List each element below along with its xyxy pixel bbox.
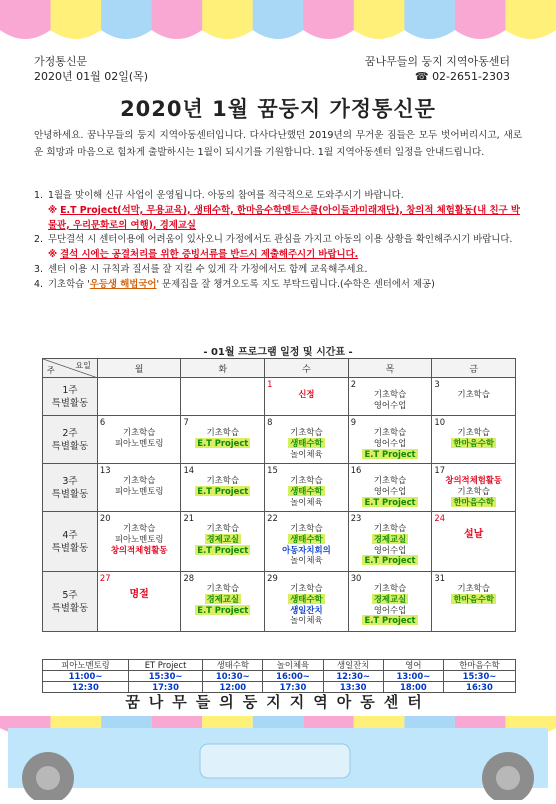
day-cell <box>181 512 265 572</box>
activity: 기초학습 <box>373 583 407 593</box>
activity: E.T Project <box>364 496 416 507</box>
note-text: E.T Project(석막, 무용교육), 생태수학, 한마음수학멘토스쿨(아이들과미래재단), 창의적 체험활동(내 친구 박물관, 우리문화로의 여행), 경제교실 <box>48 204 520 231</box>
program-name: 놀이체육 <box>263 660 323 671</box>
date-number: 10 <box>434 417 446 427</box>
date-number: 31 <box>434 573 446 583</box>
activity: 기초학습 <box>122 427 156 437</box>
timetable-names-row <box>43 660 516 671</box>
program-end-time: 17:30 <box>263 682 323 693</box>
week-row <box>43 572 516 632</box>
week-subtitle: 특별활동 <box>51 542 89 554</box>
awning-scallop <box>253 30 304 39</box>
activity: 한마음수학 <box>453 496 494 507</box>
activity: 기초학습 <box>457 389 490 399</box>
day-header: 화 <box>181 359 265 378</box>
activity: E.T Project <box>197 604 249 615</box>
week-label <box>43 572 98 632</box>
activity: 생일잔치 <box>290 604 323 615</box>
awning-scallop <box>152 30 203 39</box>
program-end-time: 17:30 <box>129 682 203 693</box>
day-cell <box>97 512 181 572</box>
activity: 아동자치회의 <box>282 544 331 555</box>
day-cell <box>97 378 181 416</box>
notice-text-part: 기초학습 ' <box>48 278 90 290</box>
activity: 기초학습 <box>206 427 239 437</box>
footer-center-name: 꿈나무들의둥지지역아동센터 <box>125 693 431 711</box>
activity: 기초학습 <box>122 475 156 485</box>
day-cell <box>348 464 432 512</box>
date-number: 1 <box>267 379 273 389</box>
activity: 기초학습 <box>122 523 156 533</box>
day-cell <box>181 378 265 416</box>
date-number: 8 <box>267 417 273 427</box>
week-number: 1주 <box>62 384 78 396</box>
activity: 놀이체육 <box>290 448 323 459</box>
activity: 피아노멘토링 <box>114 437 164 448</box>
activity: 한마음수학 <box>453 593 494 604</box>
week-label <box>43 464 98 512</box>
phone-line <box>365 69 510 84</box>
date-number: 2 <box>350 379 357 389</box>
program-name: 피아노멘토링 <box>43 660 129 671</box>
note-text: 결석 시에는 공결처리를 위한 증빙서류를 반드시 제출해주시기 바랍니다. <box>60 249 359 261</box>
awning-decoration <box>0 0 556 44</box>
awning-stripe <box>0 0 51 30</box>
week-subtitle: 특별활동 <box>51 602 89 614</box>
activity: 놀이체육 <box>290 615 323 626</box>
activity: 창의적체험활동 <box>110 544 168 555</box>
program-start-time: 13:00~ <box>383 671 443 682</box>
program-name: 생일잔치 <box>323 660 383 671</box>
date-number: 6 <box>99 417 106 427</box>
date-number: 14 <box>183 465 195 475</box>
week-label <box>43 512 98 572</box>
awning-stripe <box>303 0 354 30</box>
day-cell <box>97 416 181 464</box>
activity: 영어수업 <box>373 437 407 448</box>
notice-list <box>34 189 522 293</box>
activity: 경제교실 <box>373 533 407 544</box>
awning-scallop <box>505 30 556 39</box>
day-cell <box>432 572 516 632</box>
activity: 생태수학 <box>290 437 323 448</box>
program-name: 영어 <box>383 660 443 671</box>
date-number: 3 <box>434 379 440 389</box>
day-cell <box>432 512 516 572</box>
date-number: 28 <box>183 573 195 583</box>
notice-number: 2. <box>34 234 43 246</box>
activity: 기초학습 <box>290 583 323 593</box>
awning-scallop <box>202 30 253 39</box>
week-row <box>43 464 516 512</box>
activity: E.T Project <box>364 615 416 626</box>
week-row <box>43 378 516 416</box>
day-cell <box>348 378 432 416</box>
awning-stripe <box>152 0 203 30</box>
notice-item <box>34 189 522 204</box>
day-cell <box>181 464 265 512</box>
awning-stripe <box>455 0 506 30</box>
activity: E.T Project <box>197 544 249 555</box>
day-cell <box>97 572 181 632</box>
day-cell <box>265 416 349 464</box>
activity: 명절 <box>129 589 149 600</box>
program-end-time: 12:30 <box>43 682 129 693</box>
phone-icon: ☎ <box>414 70 429 83</box>
activity: 기초학습 <box>373 523 407 533</box>
program-end-time: 18:00 <box>383 682 443 693</box>
activity: 신정 <box>298 389 315 399</box>
date-number: 24 <box>434 513 446 523</box>
activity: 영어수업 <box>373 399 407 410</box>
truck-wheel-hub <box>496 766 520 790</box>
day-cell <box>432 416 516 464</box>
week-subtitle: 특별활동 <box>51 488 89 500</box>
program-start-time: 15:30~ <box>443 671 515 682</box>
day-cell <box>348 416 432 464</box>
activity: E.T Project <box>364 448 416 459</box>
day-cell <box>265 512 349 572</box>
awning-stripe <box>354 0 405 30</box>
activity: 영어수업 <box>373 485 407 496</box>
note-mark: ※ <box>48 249 58 261</box>
day-cell <box>348 572 432 632</box>
activity: 기초학습 <box>373 427 407 437</box>
activity: 기초학습 <box>206 523 239 533</box>
timetable-start-row <box>43 671 516 682</box>
awning-scallop <box>455 30 506 39</box>
schedule-title: - 01월 프로그램 일정 및 시간표 - <box>203 347 353 358</box>
notice-text-part: ' 문제집을 잘 챙겨오도록 지도 부탁드립니다.(수학은 센터에서 제공) <box>156 278 435 290</box>
date-number: 27 <box>99 573 111 583</box>
week-label <box>43 378 98 416</box>
corner-cell <box>43 359 98 378</box>
header-left <box>34 54 148 84</box>
day-cell <box>265 572 349 632</box>
date-number: 22 <box>267 513 278 523</box>
week-row <box>43 416 516 464</box>
activity: 설날 <box>464 529 484 540</box>
week-subtitle: 특별활동 <box>51 397 89 409</box>
activity: 피아노멘토링 <box>114 485 164 496</box>
date-number: 7 <box>183 417 189 427</box>
activity: 놀이체육 <box>290 555 323 566</box>
header-right <box>365 54 510 84</box>
program-end-time: 13:30 <box>323 682 383 693</box>
activity: 창의적체험활동 <box>445 475 502 485</box>
awning-scallop <box>101 30 152 39</box>
issue-date: 2020년 01월 02일(목) <box>34 70 149 83</box>
awning-scallop <box>51 30 102 39</box>
activity: 경제교실 <box>206 533 239 544</box>
date-number: 16 <box>350 465 362 475</box>
program-name: 생태수학 <box>203 660 263 671</box>
notice-item <box>34 278 522 293</box>
program-timetable <box>42 659 516 693</box>
notice-item <box>34 233 522 248</box>
page-title: 2020년 1월 꿈둥지 가정통신문 <box>120 97 436 121</box>
program-start-time: 10:30~ <box>203 671 263 682</box>
activity: 기초학습 <box>373 389 407 399</box>
activity: 생태수학 <box>290 485 323 496</box>
awning-scallop <box>404 30 455 39</box>
intro-paragraph: 안녕하세요. 꿈나무들의 둥지 지역아동센터입니다. 다사다난했던 2019년의 무거운 짐들은 모두 벗어버리시고, 새로운 희망과 마음으로 힘차게 출발하시는 1월이 되시기를 기원합니다. 1월 지역아동센터 일정을 안내드립니다. <box>34 130 522 158</box>
day-header: 월 <box>97 359 181 378</box>
truck-decoration <box>0 716 556 800</box>
center-name: 꿈나무들의 둥지 지역아동센터 <box>364 55 510 68</box>
activity: 영어수업 <box>373 544 407 555</box>
awning-stripe <box>404 0 455 30</box>
activity: 생태수학 <box>290 593 323 604</box>
notice-text <box>48 278 522 293</box>
week-subtitle: 특별활동 <box>51 440 89 452</box>
activity: 기초학습 <box>290 475 323 485</box>
activity: E.T Project <box>197 485 249 496</box>
truck-window <box>200 744 350 778</box>
date-number: 17 <box>434 465 446 475</box>
activity: 영어수업 <box>373 604 407 615</box>
date-number: 9 <box>350 417 357 427</box>
program-start-time: 11:00~ <box>43 671 129 682</box>
day-cell <box>432 464 516 512</box>
date-number: 15 <box>267 465 278 475</box>
activity: 기초학습 <box>206 475 239 485</box>
day-cell <box>181 572 265 632</box>
notice-number: 4. <box>34 278 43 290</box>
newsletter-label: 가정통신문 <box>34 55 88 68</box>
day-cell <box>265 464 349 512</box>
awning-stripe <box>202 0 253 30</box>
activity: 기초학습 <box>457 427 490 437</box>
awning-scallop <box>303 30 354 39</box>
activity: 기초학습 <box>290 427 323 437</box>
corner-week-label: 주 <box>47 366 55 375</box>
notice-number: 1. <box>34 190 43 201</box>
corner-day-label: 요일 <box>75 361 91 370</box>
notice-note <box>34 204 522 234</box>
note-mark: ※ <box>48 204 58 216</box>
date-number: 23 <box>350 513 362 523</box>
activity: 기초학습 <box>373 475 407 485</box>
textbook-name: 우등생 해법국어 <box>89 278 157 290</box>
day-header: 금 <box>432 359 516 378</box>
truck-wheel-hub <box>36 766 60 790</box>
notice-text: 센터 이용 시 규칙과 질서를 잘 지킬 수 있게 각 가정에서도 함께 교육해주세요. <box>48 263 368 275</box>
program-name: ET Project <box>129 660 203 671</box>
schedule-calendar <box>42 358 516 632</box>
week-label <box>43 416 98 464</box>
date-number: 20 <box>99 513 111 523</box>
activity: 기초학습 <box>206 583 239 593</box>
day-cell <box>265 378 349 416</box>
activity: E.T Project <box>364 555 416 566</box>
day-cell <box>181 416 265 464</box>
week-number: 2주 <box>62 427 78 439</box>
activity: 경제교실 <box>373 593 407 604</box>
activity: 기초학습 <box>457 485 490 496</box>
week-row <box>43 512 516 572</box>
program-start-time: 12:30~ <box>323 671 383 682</box>
day-cell <box>97 464 181 512</box>
date-number: 21 <box>183 513 195 523</box>
activity: 피아노멘토링 <box>114 533 164 544</box>
activity: 기초학습 <box>290 523 323 533</box>
activity: 생태수학 <box>290 533 323 544</box>
activity: 경제교실 <box>206 593 239 604</box>
awning-scallop <box>0 30 51 39</box>
date-number: 29 <box>267 573 278 583</box>
notice-text: 무단결석 시 센터이용에 어려움이 있사오니 가정에서도 관심을 가지고 아동의 이용 상황을 확인해주시기 바랍니다. <box>48 234 513 246</box>
notice-item <box>34 263 522 278</box>
week-number: 5주 <box>62 589 78 601</box>
awning-stripe <box>101 0 152 30</box>
program-start-time: 15:30~ <box>129 671 203 682</box>
date-number: 30 <box>350 573 362 583</box>
day-header: 목 <box>348 359 432 378</box>
week-number: 3주 <box>62 475 78 487</box>
notice-number: 3. <box>34 263 43 275</box>
notice-text: 1월을 맞이해 신규 사업이 운영됩니다. 아동의 참여를 적극적으로 도와주시기 바랍니다. <box>48 190 404 201</box>
awning-stripe <box>253 0 304 30</box>
date-number: 13 <box>99 465 111 475</box>
calendar-header-row <box>43 359 516 378</box>
program-name: 한마음수학 <box>443 660 515 671</box>
awning-scallop <box>354 30 405 39</box>
day-header: 수 <box>265 359 349 378</box>
activity: 놀이체육 <box>290 496 323 507</box>
day-cell <box>348 512 432 572</box>
activity: E.T Project <box>197 437 249 448</box>
program-start-time: 16:00~ <box>263 671 323 682</box>
activity: 한마음수학 <box>453 437 494 448</box>
program-end-time: 16:30 <box>443 682 515 693</box>
notice-note <box>34 248 522 263</box>
activity: 기초학습 <box>457 583 490 593</box>
awning-stripe <box>51 0 102 30</box>
program-end-time: 12:00 <box>203 682 263 693</box>
phone-number: 02-2651-2303 <box>432 70 510 83</box>
day-cell <box>432 378 516 416</box>
week-number: 4주 <box>62 529 78 541</box>
awning-stripe <box>505 0 556 30</box>
